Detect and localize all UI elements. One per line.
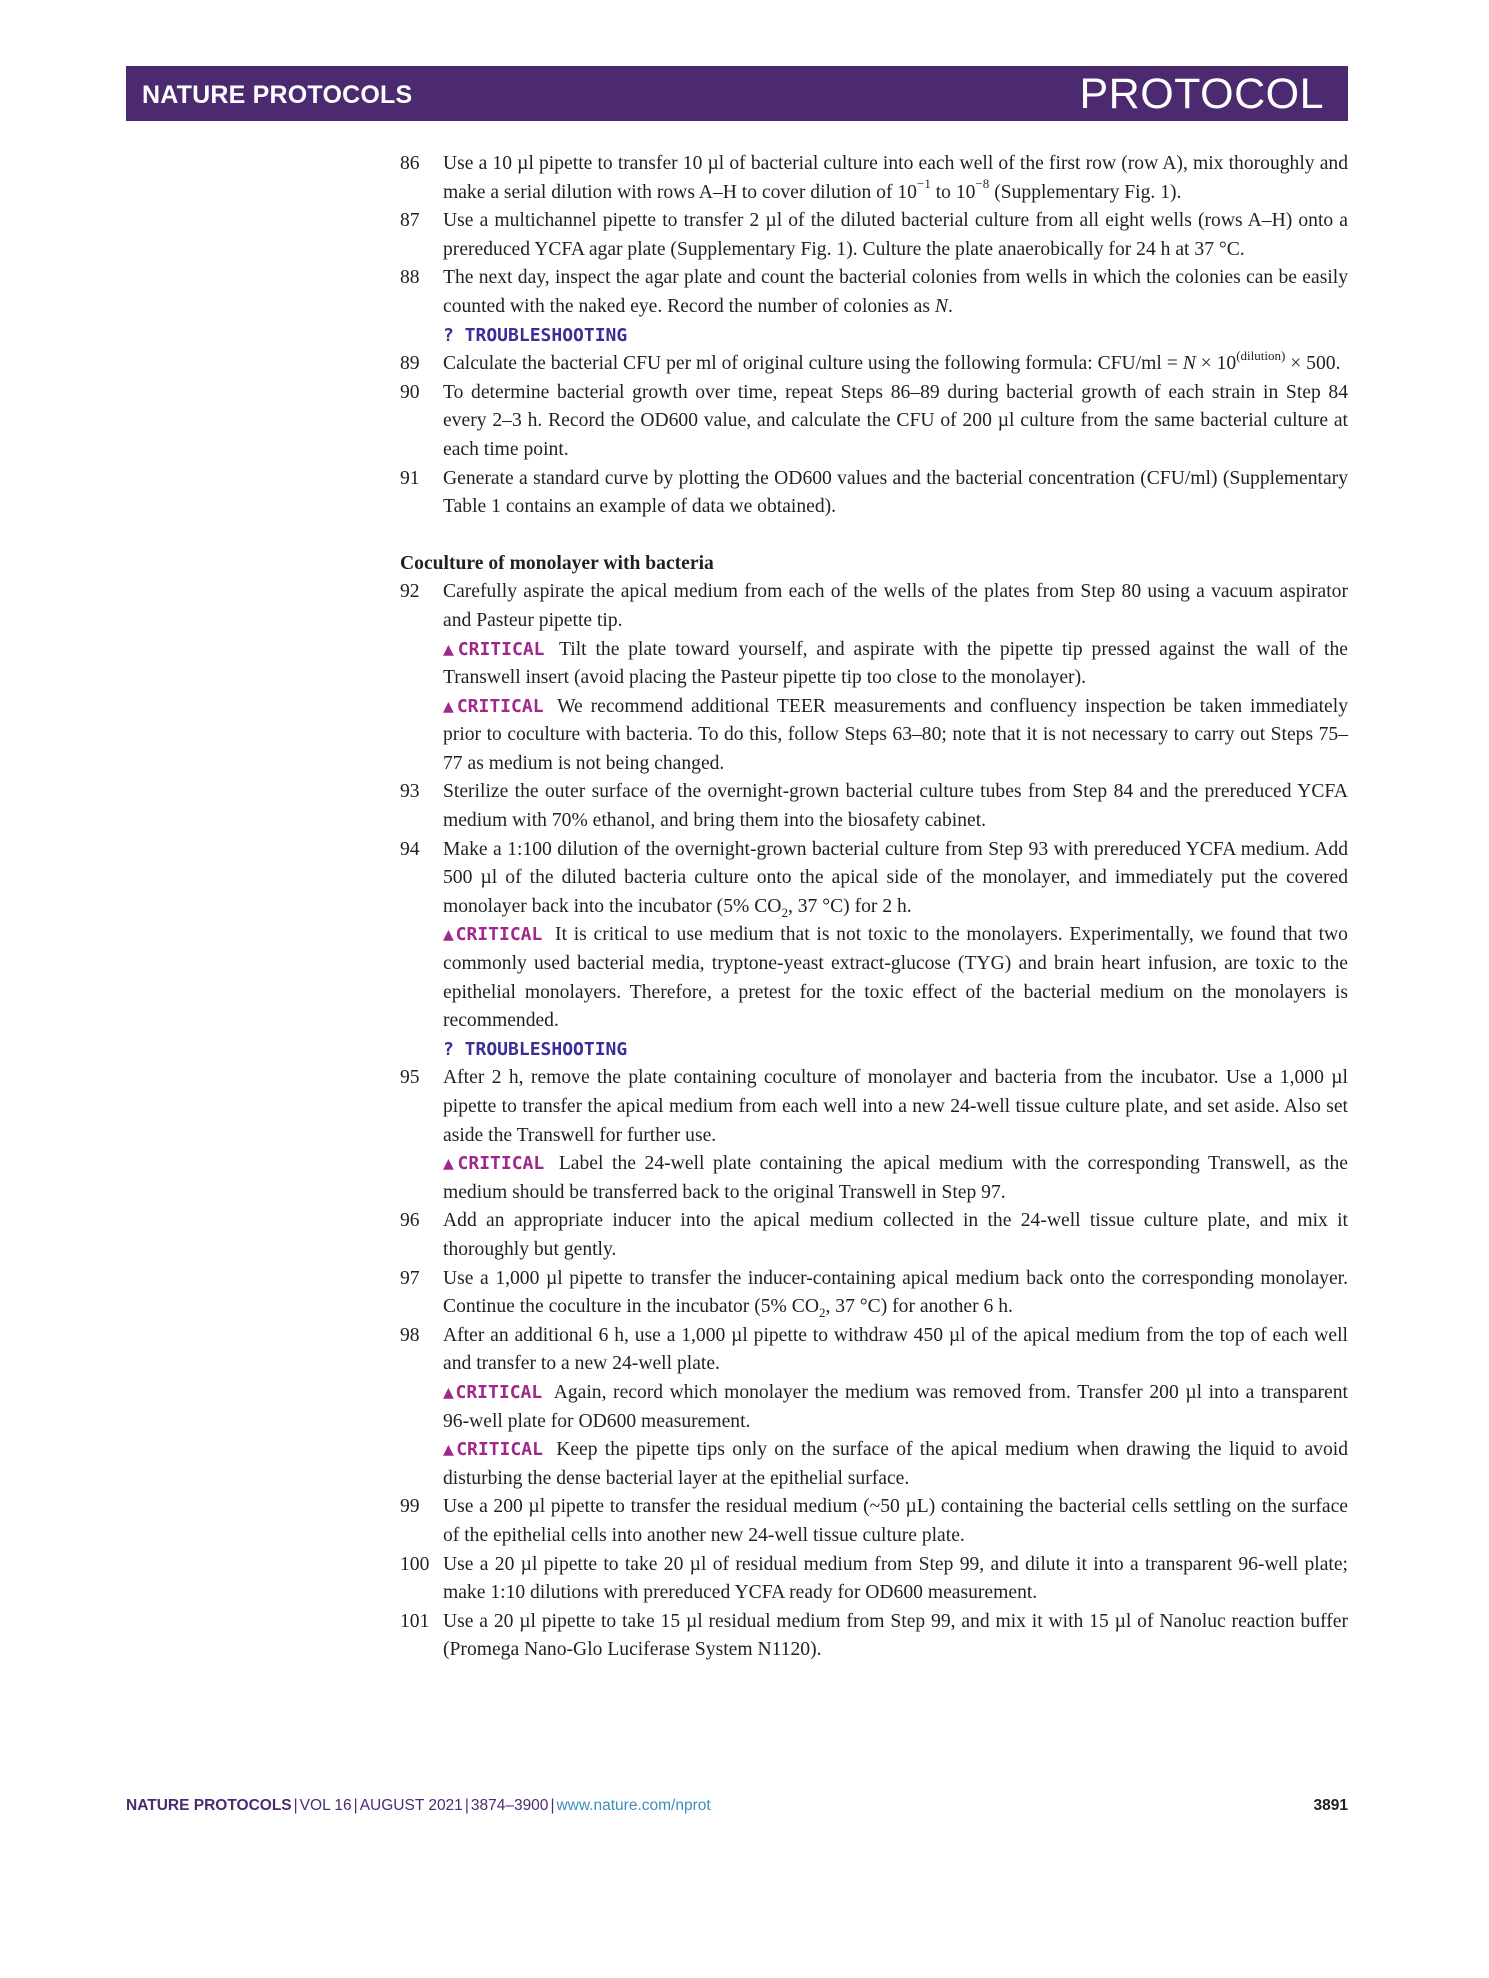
step-number: 95 xyxy=(400,1067,420,1089)
procedure-step xyxy=(400,207,1348,264)
step-number: 101 xyxy=(400,1610,430,1632)
critical-note: ▲CRITICAL Keep the pipette tips only on the surface of the apical medium when drawing the liquid to avoid disturbing the dense bacterial layer at the epithelial surface. xyxy=(443,1439,1348,1489)
step-body xyxy=(443,347,1348,379)
procedure-step xyxy=(400,1207,1348,1264)
procedure-step xyxy=(400,150,1348,207)
procedure-step xyxy=(400,1608,1348,1665)
procedure-step xyxy=(400,347,1348,379)
step-body xyxy=(443,150,1348,207)
critical-label: ▲CRITICAL xyxy=(443,695,544,717)
step-body xyxy=(443,379,1348,465)
step-text: Calculate the bacterial CFU per ml of original culture using the following formula: $CFU/ml = N \times 10^{(dilution)} \times 500$. xyxy=(443,347,1341,375)
procedure-step xyxy=(400,1322,1348,1494)
procedure-step xyxy=(400,1493,1348,1550)
step-number: 89 xyxy=(400,353,420,375)
step-text: Generate a standard curve by plotting the OD600 values and the bacterial concentration (CFU/ml) (Supplementary Table 1 contains an example of data we obtained). xyxy=(443,467,1348,518)
step-body xyxy=(443,1265,1348,1322)
step-number: 86 xyxy=(400,153,420,174)
step-number: 97 xyxy=(400,1267,420,1289)
step-text: Carefully aspirate the apical medium from each of the wells of the plates from Step 80 using a vacuum aspirator and Pasteur pipette tip. xyxy=(443,581,1348,631)
step-text: The next day, inspect the agar plate and count the bacterial colonies from wells in which the colonies can be easily counted with the naked eye. Record the number of colonies as N. xyxy=(443,267,1348,317)
step-text: Use a multichannel pipette to transfer 2 µl of the diluted bacterial culture from all eight wells (rows A–H) onto a prereduced YCFA agar plate (Supplementary Fig. 1). Culture the plate anaerobically for 24 h at 37 °C. xyxy=(443,210,1348,260)
page-footer: NATURE PROTOCOLS | VOL 16 | AUGUST 2021 | 3874–3900 | www.nature.com/nprot 3891 xyxy=(126,1797,1348,1814)
step-number: 87 xyxy=(400,210,420,232)
troubleshooting-link[interactable]: ? TROUBLESHOOTING xyxy=(443,324,628,346)
step-number: 88 xyxy=(400,267,420,289)
step-body xyxy=(443,1551,1348,1608)
step-body xyxy=(443,1608,1348,1665)
step-text: Use a 20 µl pipette to take 20 µl of residual medium from Step 99, and dilute it into a transparent 96-well plate; make 1:10 dilutions with prereduced YCFA ready for OD600 measurement. xyxy=(443,1553,1348,1604)
footer-journal: NATURE PROTOCOLS xyxy=(126,1797,292,1814)
step-body xyxy=(443,1493,1348,1550)
step-number: 94 xyxy=(400,838,420,860)
procedure-step xyxy=(400,578,1348,778)
critical-note: ▲CRITICAL We recommend additional TEER measurements and confluency inspection be taken immediately prior to coculture with bacteria. To do this, follow Steps 63–80; note that it is not necessary to carry out Steps 75–77 as medium is not being changed. xyxy=(443,695,1348,774)
step-text: Use a 1,000 µl pipette to transfer the inducer-containing apical medium back onto the corresponding monolayer. Continue the coculture in the incubator (5% $CO_2$, 37 °C) for another 6 h. xyxy=(443,1267,1348,1321)
critical-label: ▲CRITICAL xyxy=(443,638,545,660)
step-text: To determine bacterial growth over time, repeat Steps 86–89 during bacterial growth of each strain in Step 84 every 2–3 h. Record the OD600 value, and calculate the CFU of 200 µl culture from the same bacterial culture at each time point. xyxy=(443,381,1348,460)
step-text: Sterilize the outer surface of the overnight-grown bacterial culture tubes from Step 84 and the prereduced YCFA medium with 70% ethanol, and bring them into the biosafety cabinet. xyxy=(443,781,1348,832)
page-header xyxy=(126,66,1348,121)
step-text: After an additional 6 h, use a 1,000 µl pipette to withdraw 450 µl of the apical medium from the top of each well and transfer to a new 24-well plate. xyxy=(443,1324,1348,1375)
procedure-step xyxy=(400,836,1348,1065)
step-body xyxy=(443,264,1348,350)
procedure-step xyxy=(400,778,1348,835)
step-number: 96 xyxy=(400,1210,420,1232)
steps-list-growth xyxy=(400,150,1348,522)
critical-note: ▲CRITICAL Tilt the plate toward yourself, and aspirate with the pipette tip pressed against the wall of the Transwell insert (avoid placing the Pasteur pipette tip too close to the monolayer). xyxy=(443,638,1348,689)
step-text: Use a 20 µl pipette to take 15 µl residual medium from Step 99, and mix it with 15 µl of Nanoluc reaction buffer (Promega Nano-Glo Luciferase System N1120). xyxy=(443,1610,1348,1661)
footer-url-link[interactable]: www.nature.com/nprot xyxy=(556,1797,711,1814)
procedure-step xyxy=(400,264,1348,350)
step-text: After 2 h, remove the plate containing coculture of monolayer and bacteria from the incubator. Use a 1,000 µl pipette to transfer the apical medium from each well into a new 24-well tissue culture plate, and set aside. Also set aside the Transwell for further use. xyxy=(443,1067,1348,1146)
article-type: PROTOCOL xyxy=(1079,70,1324,118)
critical-label: ▲CRITICAL xyxy=(443,1439,543,1461)
step-body xyxy=(443,1322,1348,1494)
step-body xyxy=(443,578,1348,778)
procedure-step xyxy=(400,1265,1348,1322)
step-number: 91 xyxy=(400,467,420,489)
procedure-step xyxy=(400,1551,1348,1608)
step-body xyxy=(443,465,1348,522)
procedure-step xyxy=(400,379,1348,465)
step-number: 100 xyxy=(400,1553,430,1575)
step-text: Use a 200 µl pipette to transfer the residual medium (~50 µL) containing the bacterial cells settling on the surface of the epithelial cells into another new 24-well tissue culture plate. xyxy=(443,1496,1348,1546)
step-number: 93 xyxy=(400,781,420,803)
footer-date: AUGUST 2021 xyxy=(359,1797,463,1814)
footer-pages: 3874–3900 xyxy=(470,1797,549,1814)
critical-label: ▲CRITICAL xyxy=(443,1381,543,1403)
critical-note: ▲CRITICAL Again, record which monolayer the medium was removed from. Transfer 200 µl into a transparent 96-well plate for OD600 measurement. xyxy=(443,1381,1348,1432)
page-number: 3891 xyxy=(1313,1797,1348,1814)
procedure-step xyxy=(400,465,1348,522)
critical-label: ▲CRITICAL xyxy=(443,1153,545,1175)
step-body xyxy=(443,1207,1348,1264)
step-body xyxy=(443,207,1348,264)
critical-note: ▲CRITICAL It is critical to use medium that is not toxic to the monolayers. Experimentally, we found that two commonly used bacterial media, tryptone-yeast extract-glucose (TYG) and brain heart infusion, are toxic to the epithelial monolayers. Therefore, a pretest for the toxic effect of the bacterial medium on the monolayers is recommended. xyxy=(443,924,1348,1032)
step-text: Add an appropriate inducer into the apical medium collected in the 24-well tissue culture plate, and mix it thoroughly but gently. xyxy=(443,1210,1348,1260)
step-body xyxy=(443,836,1348,1065)
steps-list-coculture xyxy=(400,578,1348,1665)
step-text: Make a 1:100 dilution of the overnight-grown bacterial culture from Step 93 with prereduced YCFA medium. Add 500 µl of the diluted bacteria culture onto the apical side of the monolayer, and immediately put the covered monolayer back into the incubator (5% $CO_2$, 37 °C) for 2 h. xyxy=(443,838,1348,920)
troubleshooting-link[interactable]: ? TROUBLESHOOTING xyxy=(443,1038,628,1060)
step-body xyxy=(443,1064,1348,1207)
step-number: 98 xyxy=(400,1324,420,1346)
step-body xyxy=(443,778,1348,835)
section-title: Coculture of monolayer with bacteria xyxy=(400,552,714,574)
step-text: Use a 10 µl pipette to transfer 10 µl of bacterial culture into each well of the first row (row A), mix thoroughly and make a serial dilution with rows A–H to cover dilution of $10^{-1}$ to $10^{-8}$ (Supplementary Fig. 1). xyxy=(443,153,1348,203)
step-number: 90 xyxy=(400,381,420,403)
journal-name: NATURE PROTOCOLS xyxy=(142,81,413,109)
critical-label: ▲CRITICAL xyxy=(443,924,543,946)
step-number: 99 xyxy=(400,1496,420,1518)
procedure-step xyxy=(400,1064,1348,1207)
critical-note: ▲CRITICAL Label the 24-well plate containing the apical medium with the corresponding Transwell, as the medium should be transferred back to the original Transwell in Step 97. xyxy=(443,1153,1348,1203)
main-content xyxy=(400,150,1348,1665)
footer-volume: VOL 16 xyxy=(299,1797,352,1814)
step-number: 92 xyxy=(400,581,420,603)
